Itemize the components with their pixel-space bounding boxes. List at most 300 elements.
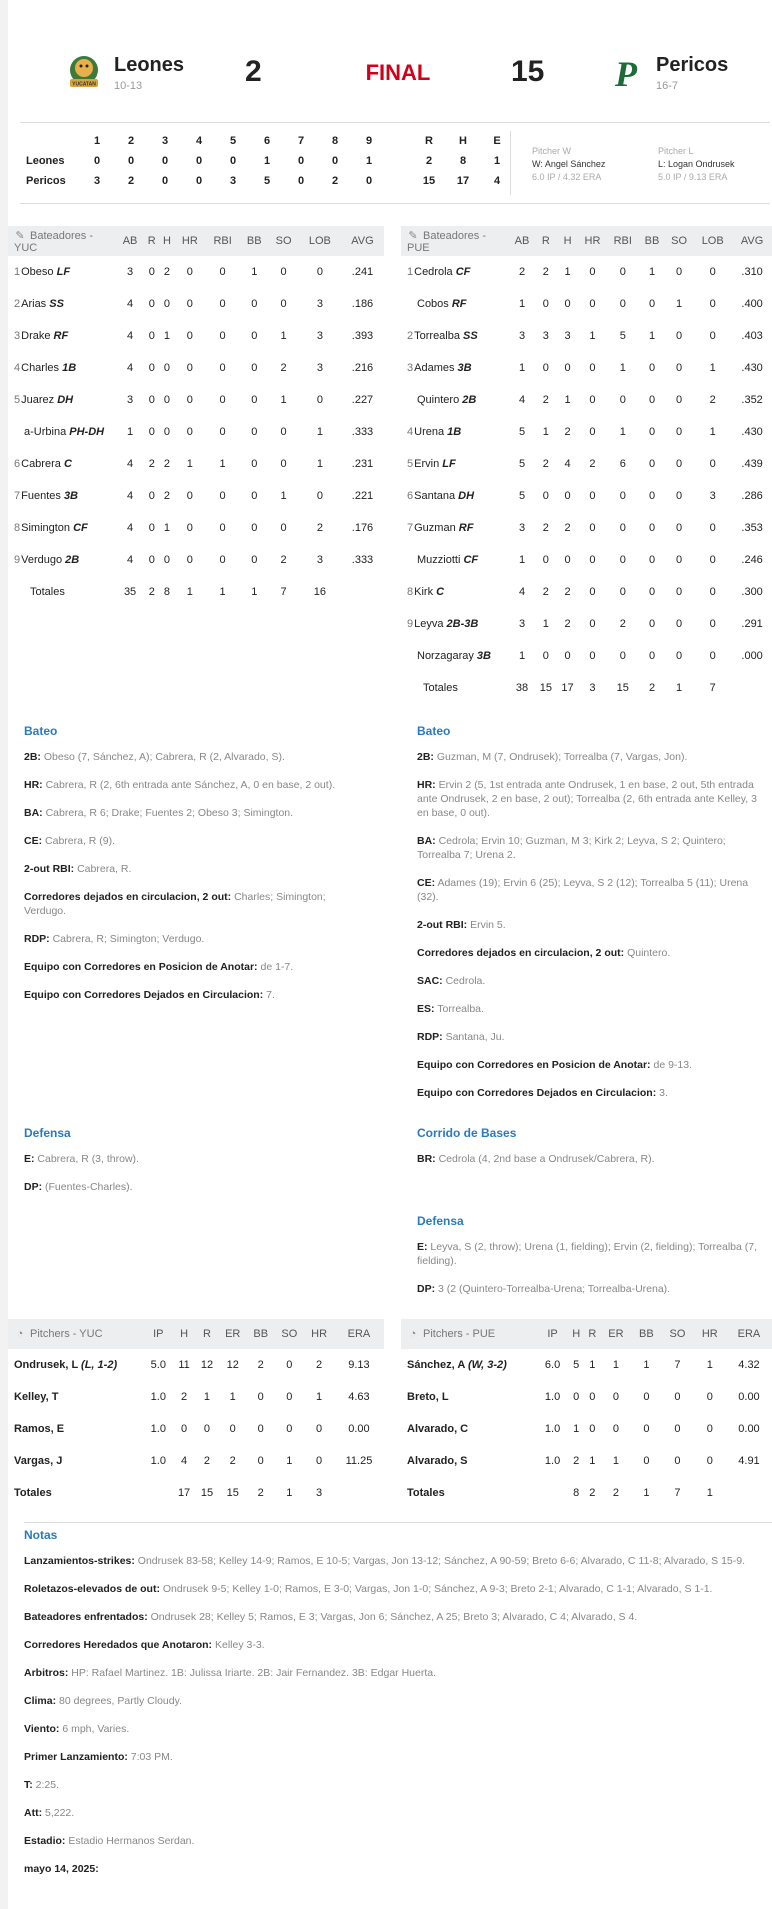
player-name[interactable]: Guzman [414,522,456,534]
stat-cell: .352 [741,394,763,406]
stat-cell: .439 [741,458,763,470]
player-row[interactable] [401,384,772,416]
player-position: LF [56,266,71,278]
player-row[interactable] [8,384,384,416]
column-header[interactable]: R [535,226,557,256]
totals-label: Totales [30,586,65,598]
stat-cell: 2 [280,554,287,566]
column-header[interactable]: LOB [299,226,341,256]
total-cell [726,1477,772,1509]
note-item [24,834,369,848]
player-name[interactable]: Leyva [414,618,444,630]
stat-cell: 0 [589,298,596,310]
stat-cell: 3 [127,266,134,278]
pitcher-row[interactable] [401,1445,772,1477]
player-row[interactable] [8,480,384,512]
player-row[interactable] [8,544,384,576]
pitcher-cell[interactable] [8,1413,144,1445]
column-header[interactable]: ERA [726,1319,772,1349]
player-row[interactable] [401,352,772,384]
stat-cell: 0 [542,298,549,310]
stat-cell: 0 [648,490,656,502]
table-title [401,226,509,256]
total-cell: 38 [515,682,529,694]
player-row[interactable] [401,288,772,320]
player-row[interactable] [401,320,772,352]
stat-cell: 3 [518,330,526,342]
player-cell[interactable] [8,384,116,416]
player-name[interactable]: Kirk [414,586,434,598]
player-name[interactable]: Juarez [21,394,55,406]
column-header[interactable]: R [196,1319,219,1349]
stat-cell: .246 [741,554,763,566]
player-cell[interactable] [8,544,116,576]
player-row[interactable] [401,608,772,640]
note-value: Adames (19); Ervin 6 (25); Leyva, S 2 (12); Torrealba 5 (11); Urena (32). [417,877,749,903]
losing-pitcher-name: L: Logan Ondrusek [658,159,735,169]
note-value: Cabrera, R; Simington; Verdugo. [52,933,205,945]
pitcher-row[interactable] [401,1381,772,1413]
column-header[interactable]: H [159,226,174,256]
winning-pitcher-name: W: Angel Sánchez [532,159,606,169]
stat-cell: 0 [573,1391,580,1403]
note-item [24,1694,770,1708]
baseball-icon: ◔ [16,1328,24,1340]
note-value: de 1-7. [260,961,294,973]
stat-cell: 0 [163,426,171,438]
player-cell[interactable] [401,512,509,544]
pitcher-row[interactable] [401,1349,772,1381]
note-label: 2B: [417,751,434,763]
column-header[interactable]: ER [600,1319,631,1349]
note-label: HR: [417,779,436,791]
stat-cell: 4 [127,298,134,310]
stat-cell: .430 [741,426,763,438]
player-name[interactable]: Santana [414,490,456,502]
note-value: Santana, Ju. [445,1031,505,1043]
linescore-team: Leones [26,155,65,167]
note-value: Guzman, M (7, Ondrusek); Torrealba (7, Vargas, Jon). [436,751,688,763]
stat-cell: 2 [316,1359,323,1371]
stat-cell: 4 [518,394,526,406]
totals-row [401,672,772,704]
batting-order: 8 [407,586,414,598]
column-header[interactable]: ER [218,1319,247,1349]
stat-cell: 2 [542,394,549,406]
stat-cell: 0 [676,394,683,406]
column-header[interactable]: SO [274,1319,304,1349]
table-title-label: Bateadores - PUE [407,229,486,254]
stat-cell: 0 [163,298,171,310]
sub-indent [14,426,24,438]
hits-cell: 8 [459,155,467,167]
player-cell[interactable] [401,384,509,416]
player-cell[interactable] [401,544,509,576]
stat-cell: 0 [280,522,287,534]
batting-notes-away [24,724,369,1016]
pitcher-cell[interactable] [401,1413,537,1445]
stat-cell: 0 [619,490,626,502]
hits-cell: 17 [456,175,470,187]
total-cell: 16 [313,586,326,598]
stat-cell: 0 [648,298,656,310]
inning-cell: 0 [331,155,339,167]
player-name[interactable]: Verdugo [21,554,63,566]
player-name[interactable]: Norzagaray [417,650,474,662]
player-name[interactable]: Cabrera [21,458,61,470]
total-cell: 1 [643,1487,650,1499]
stat-cell: 0 [589,1423,596,1435]
player-row[interactable] [401,416,772,448]
player-row[interactable] [401,640,772,672]
table-title-label: Pitchers - YUC [30,1328,103,1340]
batting-order: 9 [407,618,414,630]
stat-cell: 3 [564,330,571,342]
note-value: Quintero. [627,947,671,959]
column-header[interactable]: AVG [732,226,772,256]
player-row[interactable] [401,544,772,576]
stat-cell: 0 [589,1391,596,1403]
note-item [24,890,369,918]
stat-cell: 0 [186,362,193,374]
column-header[interactable]: H [557,226,579,256]
stat-cell: 1 [316,426,323,438]
pitcher-cell[interactable] [8,1445,144,1477]
player-cell[interactable] [401,288,509,320]
note-label: 2-out RBI: [417,919,468,931]
player-cell[interactable] [8,288,116,320]
player-position: 2B [462,394,477,406]
pitcher-row[interactable] [8,1349,384,1381]
baserunning-notes-home [417,1126,762,1180]
totals-row [8,1477,384,1509]
note-item [24,960,369,974]
player-cell[interactable] [401,352,509,384]
column-header[interactable]: HR [175,226,205,256]
stat-cell: 0 [219,330,226,342]
player-name[interactable]: Simington [21,522,71,534]
column-header[interactable]: BB [247,1319,274,1349]
player-position: LF [442,458,456,470]
inning-cell: 0 [365,175,373,187]
stat-cell: 0 [181,1423,188,1435]
stat-cell: 0 [589,394,596,406]
player-position: SS [463,330,478,342]
sub-indent [407,650,417,662]
player-row[interactable] [8,320,384,352]
inning-cell: 3 [93,175,101,187]
stat-cell: 0 [148,522,155,534]
stat-cell: 11.25 [345,1455,373,1467]
stat-cell: 0 [251,490,258,502]
player-row[interactable] [401,480,772,512]
player-row[interactable] [8,448,384,480]
inning-cell: 2 [331,175,339,187]
stat-cell: 0 [251,522,258,534]
pitcher-cell[interactable] [8,1381,144,1413]
stat-cell: 11 [178,1359,190,1371]
column-header[interactable]: HR [304,1319,334,1349]
note-label: Corredores dejados en circulacion, 2 out: [24,891,232,903]
stat-cell: 0 [589,266,596,278]
total-cell: 2 [589,1487,596,1499]
stat-cell: 3 [316,362,323,374]
column-header[interactable]: R [584,1319,600,1349]
column-header[interactable]: BB [639,226,665,256]
table-header-row [8,1319,384,1349]
note-value: 7. [266,989,275,1001]
stat-cell: .286 [741,490,763,502]
player-cell[interactable] [401,576,509,608]
linescore-row-home [20,171,514,191]
note-label: Equipo con Corredores en Posicion de Anotar: [24,961,258,973]
pitcher-name[interactable]: Ondrusek, L [14,1359,78,1371]
stat-cell: 2 [542,266,549,278]
stat-cell: 2 [589,458,596,470]
stat-cell: 3 [518,522,526,534]
column-header[interactable]: ERA [334,1319,384,1349]
stat-cell: 0 [648,362,656,374]
inning-cell: 1 [263,155,271,167]
column-header[interactable]: IP [537,1319,568,1349]
stat-cell: 0 [648,586,656,598]
player-cell[interactable] [401,320,509,352]
sub-indent [407,298,417,310]
player-row[interactable] [401,448,772,480]
note-value: Ondrusek 28; Kelley 5; Ramos, E 3; Vargas, Jon 6; Sánchez, A 25; Breto 3; Alvarado, C 4; Alvarado, S 4. [150,1611,638,1623]
pitcher-row[interactable] [8,1381,384,1413]
column-header[interactable]: BB [240,226,268,256]
player-row[interactable] [8,416,384,448]
note-item [417,834,762,862]
note-value: Kelley 3-3. [214,1639,265,1651]
pitcher-row[interactable] [8,1445,384,1477]
note-label: mayo 14, 2025: [24,1863,99,1875]
player-position: RF [458,522,474,534]
player-cell[interactable] [401,640,509,672]
stat-cell: 0 [674,1391,681,1403]
inning-cell: 1 [365,155,373,167]
player-row[interactable] [401,576,772,608]
player-cell[interactable] [401,608,509,640]
note-value: 80 degrees, Partly Cloudy. [59,1695,182,1707]
player-name[interactable]: Cedrola [414,266,453,278]
batting-order: 7 [14,490,21,502]
stat-cell: 0 [643,1391,650,1403]
player-name[interactable]: Fuentes [21,490,61,502]
stat-cell: 1 [612,1359,619,1371]
column-header[interactable]: IP [144,1319,173,1349]
pitcher-cell[interactable] [401,1381,537,1413]
player-name[interactable]: Quintero [417,394,460,406]
winning-pitcher[interactable] [532,145,605,184]
player-cell[interactable] [8,256,116,288]
inning-header: 9 [365,135,373,147]
column-header[interactable]: AVG [341,226,384,256]
stat-cell: 1 [186,458,193,470]
player-row[interactable] [8,256,384,288]
inning-cell: 0 [195,155,203,167]
stat-cell: 0 [589,426,596,438]
player-name[interactable]: Urena [414,426,445,438]
stat-cell: 0 [251,362,258,374]
pitcher-name[interactable]: Breto, L [407,1391,449,1403]
column-header[interactable]: SO [665,226,693,256]
note-label: Bateadores enfrentados: [24,1611,148,1623]
pitcher-name[interactable]: Vargas, J [14,1455,63,1467]
player-row[interactable] [8,512,384,544]
stat-cell: 0 [648,394,656,406]
player-cell[interactable] [401,416,509,448]
column-header[interactable]: H [568,1319,584,1349]
note-item [24,1778,770,1792]
stat-cell: .353 [741,522,763,534]
stat-cell: 0 [186,266,193,278]
column-header[interactable]: AB [116,226,144,256]
note-value: Ervin 5. [470,919,506,931]
table-title [401,1319,537,1349]
batting-order: 2 [14,298,21,310]
player-cell[interactable] [401,480,509,512]
player-name[interactable]: Charles [21,362,60,374]
player-name[interactable]: Ervin [414,458,440,470]
pitcher-name[interactable]: Alvarado, C [407,1423,469,1435]
batting-notes-home [417,724,762,1114]
player-name[interactable]: a-Urbina [24,426,67,438]
pitcher-name[interactable]: Sánchez, A [407,1359,465,1371]
pitcher-name[interactable]: Ramos, E [14,1423,65,1435]
player-position: 3B [63,490,78,502]
stat-cell: 1 [573,1423,580,1435]
stat-cell: 1.0 [150,1455,166,1467]
pitcher-row[interactable] [8,1413,384,1445]
stat-cell: 0 [589,618,596,630]
note-label: Equipo con Corredores en Posicion de Anotar: [417,1059,651,1071]
total-cell [341,576,384,608]
total-cell: 1 [676,682,683,694]
stat-cell: 1 [280,330,287,342]
column-header[interactable]: RBI [205,226,240,256]
stat-cell: .310 [741,266,763,278]
player-name[interactable]: Cobos [417,298,449,310]
batting-table-home [401,226,772,704]
player-cell[interactable] [8,480,116,512]
player-row[interactable] [401,512,772,544]
note-item [24,932,369,946]
player-row[interactable] [8,288,384,320]
player-name[interactable]: Adames [414,362,455,374]
stat-cell: 2 [542,586,549,598]
player-row[interactable] [401,256,772,288]
player-name[interactable]: Obeso [21,266,54,278]
stat-cell: 0 [674,1455,681,1467]
column-header[interactable]: R [144,226,159,256]
note-value: Cedrola (4, 2nd base a Ondrusek/Cabrera, R). [438,1153,655,1165]
pitcher-cell[interactable] [401,1445,537,1477]
total-cell: 35 [123,586,137,598]
batting-order: 9 [14,554,21,566]
column-header[interactable]: BB [631,1319,661,1349]
stat-cell: 0 [676,522,683,534]
player-name[interactable]: Arias [21,298,47,310]
pitcher-name[interactable]: Kelley, T [14,1391,59,1403]
note-value: Cabrera, R (2, 6th entrada ante Sánchez, A, 0 en base, 2 out). [45,779,336,791]
column-header[interactable]: AB [509,226,535,256]
column-header[interactable]: SO [268,226,298,256]
hits-header: H [459,135,467,147]
stat-cell: 1 [203,1391,211,1403]
stat-cell: 0 [648,458,656,470]
stat-cell: 1 [542,618,549,630]
column-header[interactable]: HR [694,1319,726,1349]
stat-cell: 4.91 [738,1455,760,1467]
player-name[interactable]: Muzziotti [417,554,461,566]
stat-cell: 0 [706,1391,713,1403]
player-position: CF [463,554,479,566]
pitcher-cell[interactable] [401,1349,537,1381]
pitcher-row[interactable] [401,1413,772,1445]
note-item [24,1152,369,1166]
stat-cell: 0 [589,650,596,662]
player-cell[interactable] [8,416,116,448]
column-header[interactable]: LOB [693,226,732,256]
pitcher-cell[interactable] [8,1349,144,1381]
player-position: CF [73,522,88,534]
player-position: CF [455,266,471,278]
note-item [24,988,369,1002]
winning-pitcher-label: Pitcher W [532,146,572,156]
stat-cell: .393 [351,330,374,342]
player-name[interactable]: Drake [21,330,51,342]
player-cell[interactable] [8,512,116,544]
pitcher-name[interactable]: Alvarado, S [407,1455,468,1467]
stat-cell: 0 [648,554,656,566]
stat-cell: 1 [127,426,134,438]
player-cell[interactable] [8,448,116,480]
note-item [417,974,762,988]
player-row[interactable] [8,352,384,384]
column-header[interactable]: H [173,1319,196,1349]
away-team-record: 10-13 [114,80,143,92]
note-label: Primer Lanzamiento: [24,1751,128,1763]
inning-cell: 0 [127,155,135,167]
player-cell[interactable] [8,320,116,352]
stat-cell: 4.32 [738,1359,760,1371]
stat-cell: 0 [706,1455,713,1467]
note-label: DP: [417,1283,436,1295]
stat-cell: 0 [219,426,226,438]
stat-cell: 0.00 [738,1423,760,1435]
stat-cell: 0 [257,1423,264,1435]
stat-cell: 0 [163,362,171,374]
stat-cell: 0 [219,490,226,502]
stat-cell: 0 [251,330,258,342]
linescore-team: Pericos [26,175,66,187]
column-header[interactable]: HR [578,226,606,256]
stat-cell: 1 [316,1391,323,1403]
player-cell[interactable] [8,352,116,384]
note-value: Ondrusek 9-5; Kelley 1-0; Ramos, E 3-0; Vargas, Jon 1-0; Sánchez, A 9-3; Breto 2-1; Alvarado, C 1-1; Alvarado, S 1-1. [162,1583,713,1595]
losing-pitcher[interactable] [658,145,735,184]
column-header[interactable]: SO [661,1319,693,1349]
player-name[interactable]: Torrealba [414,330,460,342]
column-header[interactable]: RBI [607,226,639,256]
stat-cell: 0 [619,586,626,598]
player-cell[interactable] [401,256,509,288]
stat-cell: 7 [674,1359,681,1371]
player-cell[interactable] [401,448,509,480]
stat-cell: 0 [709,586,716,598]
